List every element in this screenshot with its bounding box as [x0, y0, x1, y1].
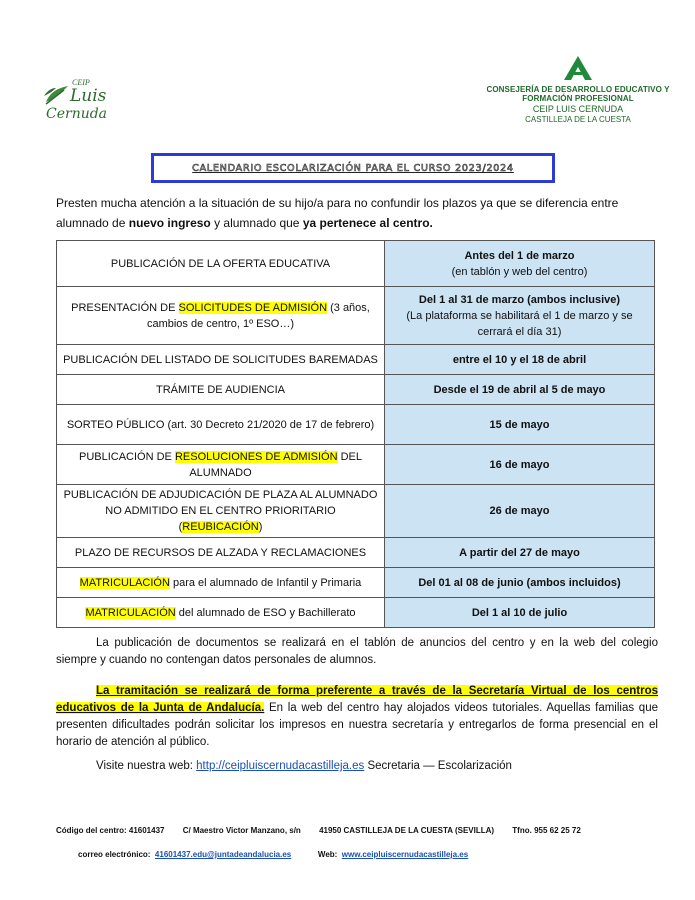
calendar-row	[57, 598, 655, 628]
date-text: 15 de mayo	[489, 418, 550, 431]
event-text-post: para el alumnado de Infantil y Primaria	[169, 576, 362, 589]
leaf-pen-icon	[42, 82, 72, 108]
logo-cernuda-text: Cernuda	[46, 106, 108, 122]
intro-paragraph	[56, 193, 646, 233]
consejeria-line1: CONSEJERÍA DE DESARROLLO EDUCATIVO Y	[486, 85, 670, 94]
date-cell	[385, 405, 655, 445]
date-text: Antes del 1 de marzo	[464, 249, 575, 262]
calendar-row	[57, 538, 655, 568]
consejeria-line2: FORMACIÓN PROFESIONAL	[522, 94, 634, 103]
intro-text-2: y alumnado que	[210, 216, 303, 230]
event-text: TRÁMITE DE AUDIENCIA	[156, 383, 285, 396]
date-cell	[385, 538, 655, 568]
event-text: SORTEO PÚBLICO (art. 30 Decreto 21/2020 de 17 de febrero)	[66, 418, 375, 431]
web-suffix: Secretaria — Escolarización	[364, 760, 512, 772]
school-logo	[42, 78, 132, 130]
footer-web-link[interactable]: www.ceipluiscernudacastilleja.es	[341, 850, 469, 859]
event-text: PUBLICACIÓN DE ADJUDICACIÓN DE PLAZA AL ALUMNADO NO ADMITIDO EN EL CENTRO PRIORITARIO (	[63, 489, 378, 533]
date-text: Del 1 al 31 de marzo (ambos inclusive)	[418, 293, 621, 306]
event-cell	[57, 568, 385, 598]
web-prefix: Visite nuestra web:	[96, 760, 197, 772]
event-text-post: del alumnado de ESO y Bachillerato	[175, 606, 356, 619]
footer-city: 41950 CASTILLEJA DE LA CUESTA (SEVILLA)	[319, 826, 495, 835]
event-text-post: )	[258, 521, 263, 533]
calendar-row	[57, 345, 655, 375]
event-text: PUBLICACIÓN DEL LISTADO DE SOLICITUDES BAREMADAS	[63, 353, 378, 366]
event-text: PUBLICACIÓN DE	[78, 450, 175, 463]
tramitacion-rest: En la web del centro hay alojados videos tutoriales. Aquellas familias que presenten dificultades podrán solicitar los impresos en nuestra secretaría y entregarlos de forma presencial en el horario de atención al público.	[56, 702, 658, 748]
event-highlight: MATRICULACIÓN	[79, 576, 170, 589]
logo-luis-text: Luis	[70, 86, 107, 106]
event-text: PUBLICACIÓN DE LA OFERTA EDUCATIVA	[110, 257, 331, 270]
logo-ceip-text: CEIP	[72, 78, 90, 87]
calendar-row	[57, 287, 655, 345]
event-cell	[57, 485, 385, 538]
calendar-row	[57, 445, 655, 485]
event-cell	[57, 345, 385, 375]
event-text-post: (3 años, cambios de centro, 1º ESO…)	[146, 301, 370, 330]
event-highlight: RESOLUCIONES DE ADMISIÓN	[174, 450, 338, 463]
event-cell	[57, 445, 385, 485]
junta-logo	[478, 55, 678, 155]
event-cell	[57, 375, 385, 405]
event-text-post: DEL ALUMNADO	[189, 450, 363, 479]
calendar-row	[57, 405, 655, 445]
event-cell	[57, 241, 385, 287]
date-note: (La plataforma se habilitará el 1 de marzo y se cerrará el día 31)	[406, 309, 633, 338]
title-box	[151, 153, 555, 183]
date-text: 26 de mayo	[489, 505, 550, 517]
calendar-row	[57, 241, 655, 287]
date-text: Desde el 19 de abril al 5 de mayo	[433, 383, 606, 396]
footer-address: C/ Maestro Victor Manzano, s/n	[182, 826, 301, 835]
event-highlight: REUBICACIÓN	[182, 521, 259, 533]
date-text: Del 01 al 08 de junio (ambos incluidos)	[418, 576, 621, 589]
event-highlight: SOLICITUDES DE ADMISIÓN	[178, 301, 328, 314]
school-name: CEIP LUIS CERNUDA	[532, 104, 624, 114]
footer-email-link[interactable]: 41601437.edu@juntadeandalucia.es	[154, 850, 292, 859]
date-text: entre el 10 y el 18 de abril	[452, 353, 587, 366]
date-text: 16 de mayo	[489, 458, 550, 471]
tramitacion-paragraph	[56, 683, 658, 751]
intro-text-1: Presten mucha atención a la situación de su hijo/a para no confundir los plazos ya que se diferencia entre alumnado de	[56, 196, 619, 230]
calendar-row	[57, 375, 655, 405]
intro-bold-1: nuevo ingreso	[128, 216, 211, 230]
footer-phone: Tfno. 955 62 25 72	[512, 826, 581, 835]
calendar-table	[56, 240, 655, 628]
event-text: PRESENTACIÓN DE	[71, 301, 179, 314]
footer-line-2	[78, 850, 468, 859]
event-text: PLAZO DE RECURSOS DE ALZADA Y RECLAMACIONES	[74, 546, 367, 559]
footer-web-label: Web:	[317, 850, 338, 859]
date-cell	[385, 287, 655, 345]
date-cell	[385, 345, 655, 375]
event-highlight: MATRICULACIÓN	[85, 606, 176, 619]
web-line	[96, 760, 512, 772]
date-cell	[385, 445, 655, 485]
date-cell	[385, 375, 655, 405]
calendar-row	[57, 485, 655, 538]
tramitacion-highlight: La tramitación se realizará de forma preferente a través de la Secretaría Virtual de los centros educativos de la Junta de Andalucía.	[56, 685, 658, 714]
date-cell	[385, 485, 655, 538]
date-cell	[385, 598, 655, 628]
junta-andalucia-icon	[563, 55, 593, 81]
event-cell	[57, 598, 385, 628]
calendar-row	[57, 568, 655, 598]
footer-code: Código del centro: 41601437	[56, 826, 165, 835]
intro-bold-2: ya pertenece al centro.	[302, 216, 433, 230]
date-cell	[385, 241, 655, 287]
school-web-link[interactable]: http://ceipluiscernudacastilleja.es	[196, 760, 365, 772]
page-title: CALENDARIO ESCOLARIZACIÓN PARA EL CURSO 2023/2024	[192, 162, 514, 174]
event-cell	[57, 538, 385, 568]
publication-paragraph: La publicación de documentos se realizará en el tablón de anuncios del centro y en la web del colegio siempre y cuando no contengan datos personales de alumnos.	[56, 637, 658, 666]
date-cell	[385, 568, 655, 598]
town-name: CASTILLEJA DE LA CUESTA	[525, 115, 631, 124]
date-note: (en tablón y web del centro)	[451, 265, 588, 278]
footer-email-label: correo electrónico:	[78, 850, 151, 859]
footer-line-1	[56, 826, 597, 835]
date-text: A partir del 27 de mayo	[459, 546, 580, 559]
event-cell	[57, 405, 385, 445]
event-cell	[57, 287, 385, 345]
date-text: Del 1 al 10 de julio	[471, 606, 568, 619]
